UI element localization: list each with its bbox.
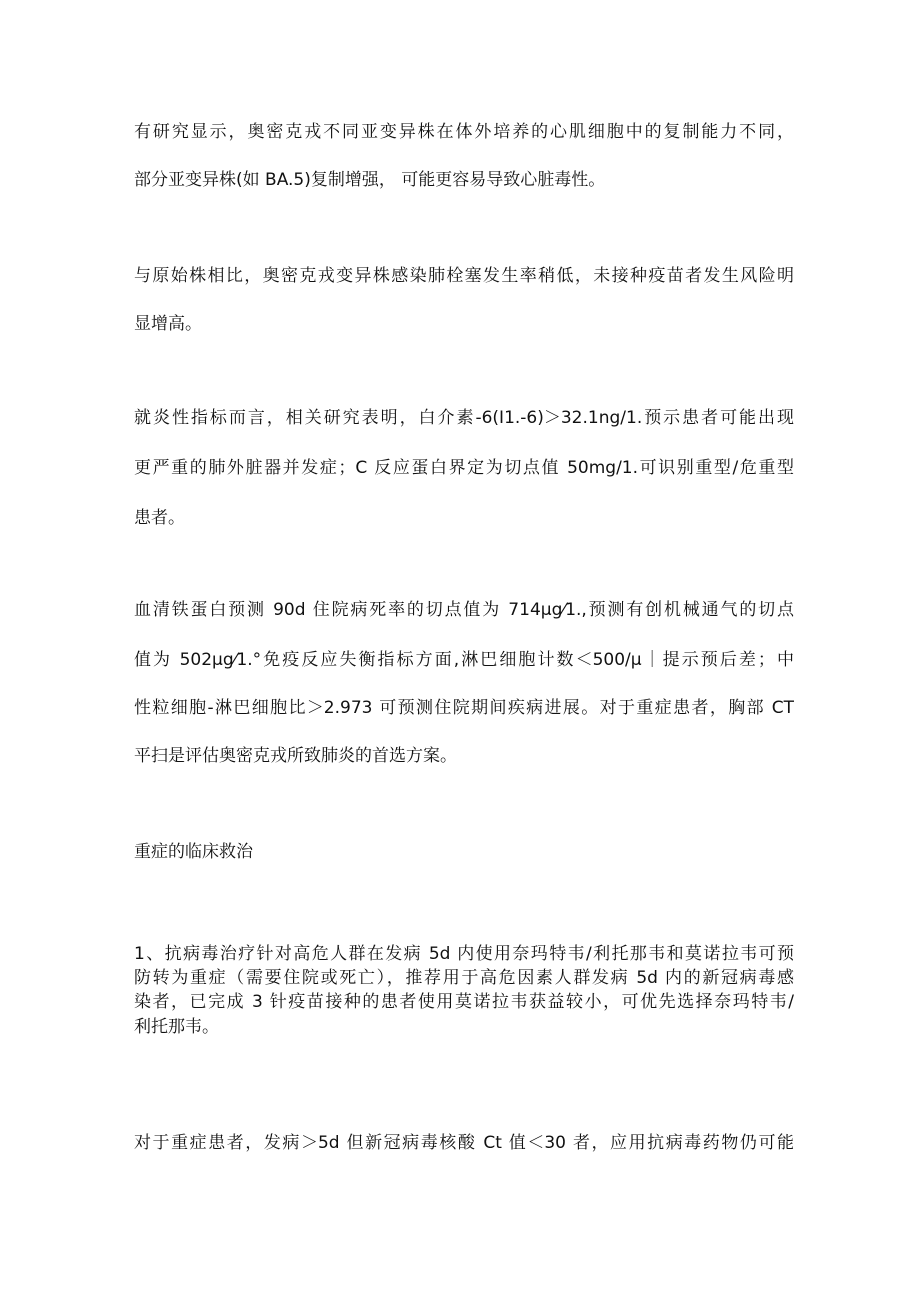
text-line: 利托那韦。 xyxy=(134,1017,219,1037)
text-line: 更严重的肺外脏器并发症；C 反应蛋白界定为切点值 50mg/1.可识别重型/危重型 xyxy=(134,458,794,478)
text-line: 血清铁蛋白预测 90d 住院病死率的切点值为 714μg⁄1.,预测有创机械通气的切点 xyxy=(134,600,794,620)
text-line: 1、抗病毒治疗针对高危人群在发病 5d 内使用奈玛特韦/利托那韦和莫诺拉韦可预 xyxy=(134,944,794,964)
text-line: 与原始株相比，奥密克戎变异株感染肺栓塞发生率稍低，未接种疫苗者发生风险明 xyxy=(134,266,794,286)
text-line: 显增高。 xyxy=(134,314,202,334)
text-line: 平扫是评估奥密克戎所致肺炎的首选方案。 xyxy=(134,746,457,766)
text-line: 染者，已完成 3 针疫苗接种的患者使用莫诺拉韦获益较小，可优先选择奈玛特韦/ xyxy=(134,992,794,1012)
text-line: 对于重症患者，发病＞5d 但新冠病毒核酸 Ct 值＜30 者，应用抗病毒药物仍可能 xyxy=(134,1133,794,1153)
text-line: 有研究显示，奥密克戎不同亚变异株在体外培养的心肌细胞中的复制能力不同， xyxy=(134,122,794,142)
section-heading: 重症的临床救治 xyxy=(134,842,253,862)
text-line: 就炎性指标而言，相关研究表明，白介素-6(I1.-6)＞32.1ng/1.预示患者可能出现 xyxy=(134,408,794,428)
text-line: 患者。 xyxy=(134,508,185,528)
text-line: 性粒细胞-淋巴细胞比＞2.973 可预测住院期间疾病进展。对于重症患者，胸部 CT xyxy=(134,698,794,718)
text-line: 防转为重症（需要住院或死亡），推荐用于高危因素人群发病 5d 内的新冠病毒感 xyxy=(134,968,794,988)
text-line: 部分亚变异株(如 BA.5)复制增强， 可能更容易导致心脏毒性。 xyxy=(134,170,606,190)
text-line: 值为 502μg⁄1.°免疫反应失衡指标方面,淋巴细胞计数＜500/μ｜提示预后差；中 xyxy=(134,650,794,670)
